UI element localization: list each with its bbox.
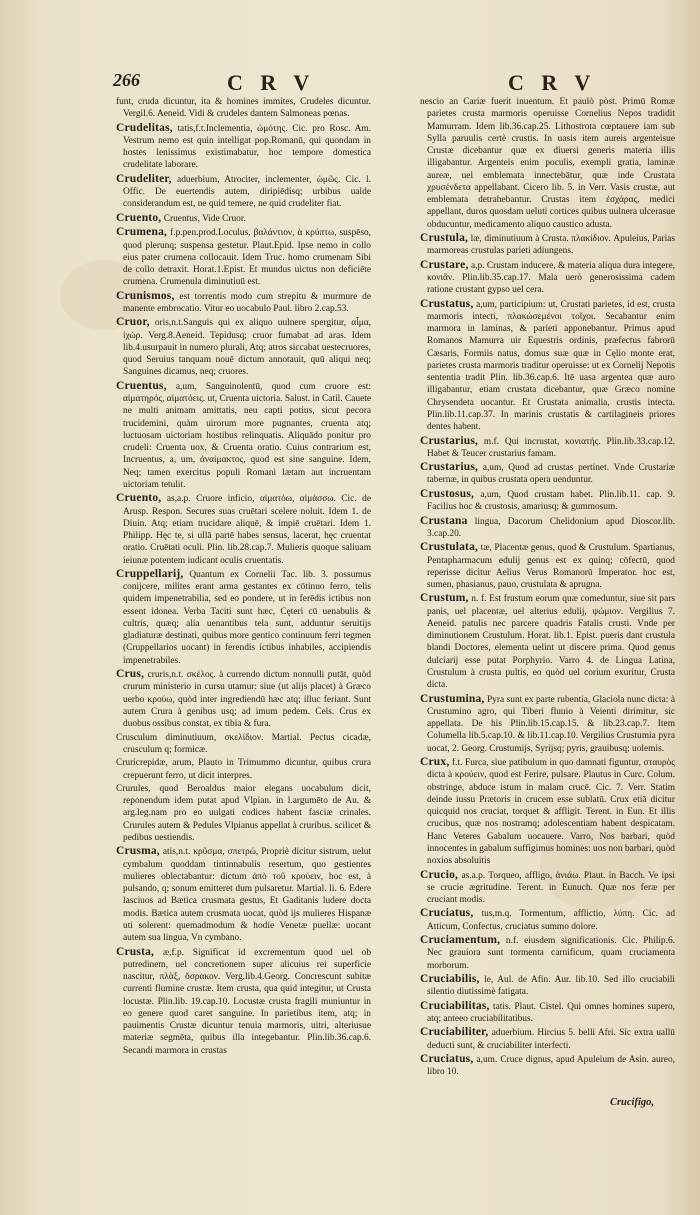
entry-text: a,um. Cruce dignus, apud Apuleium de Asin. aureo, libro 10.	[427, 1055, 675, 1078]
entry-text: Cruentus, Vide Cruor.	[163, 213, 246, 224]
entry-text: oris,n.t.Sanguis qui ex aliquo uulnere spergitur, αἷμα, ἰχώρ. Verg.8.Aeneid. Tepidusq; cruor fumabat ad aras. Idem lib.4.usurpauit in numero plurali, Atq; atros siccabat uestecruores, quod Seruius tanquam nouē dictum annotauit, quū aliqui neq; Sanguines dicamus, neq; cruores.	[123, 318, 371, 378]
entry-headword: Crustare,	[420, 258, 469, 271]
entry-text: Quantum ex Cornelii Tac. lib. 3. possumus conijcere, milites erant arma gestantes ex cōtinuo ferro, telis quidem impenetrabilia, sed eo pondere, ut in ferēdis ictibus non essent idonea. Verba Taciti sunt hæc, Cęteri cū uenabulis & cultris, quæq; alia uenantibus tela sunt, adduntur seruitijs gladiaturæ destinati, quibus more gentico continuum ferri tegmen (Cruppellarios uocant) in ferendis ictibus inhabiles, accipiendis impenetrabiles.	[123, 569, 371, 666]
entry-headword: Crudelitas,	[116, 121, 173, 134]
entry-text: m.f. Qui incrustat, κονιατής. Plin.lib.33.cap.12. Habet & Teucer crustarius famam.	[427, 436, 675, 459]
dictionary-entry	[116, 122, 371, 172]
left-column	[116, 96, 371, 1181]
entry-headword: Cruor,	[116, 316, 150, 329]
entry-text: funt, cruda dicuntur, ita & homines immites, Crudeles dicuntur. Vergil.6. Aeneid. Vidi & crudeles dantem Salmoneas pœnas.	[116, 97, 371, 120]
entry-headword: Crus,	[116, 668, 145, 681]
entry-headword: Crudeliter,	[116, 172, 172, 185]
entry-headword: Crustatus,	[420, 297, 474, 310]
entry-text: f.p.pen.prod.Loculus, βαλάντιον, ὰ κρύπτω, suspēso, quod plerunq; suspensa gestetur. Plaut.Epid. Ipse nemo in collo eius pater crumena collocauit. Idem Truc. homo crumenam Sibi de collo detraxit. Horat.1.Epist. Et mundus uictus non deficiēte crumena. Crumenula diminutiuū est.	[123, 228, 371, 288]
entry-headword: Crusma,	[116, 845, 160, 858]
dictionary-entry	[116, 226, 371, 288]
dictionary-entry	[420, 232, 675, 258]
dictionary-entry	[420, 934, 675, 972]
entry-headword: Crustarius,	[420, 434, 479, 447]
entry-text: Crurícrepidæ, arum, Plauto in Trimummo dicuntur, quibus crura crepuerunt ferro, ut dicit interpres.	[116, 758, 371, 781]
dictionary-entry	[116, 757, 371, 782]
entry-text: atis,n.t. κρῦσμα, σπετρώ, Propriè dicitur sistrum, uelut cymbalum quoddam tintinnabulis resertum, quo gestientes mulieres oblectabantur: dictum ἀπὸ τοῦ κρούειν, hoc est, à pulsando, q; sonum emitteret dum pulsaretur. Martial. li. 6. Edere lasciuos ad Bætica crusmata gestus, Et Gaditanis ludere docta modis. Bætica autem crusmata uocat, quòd ijs mulieres Hispanæ uti solerent: quemadmodum & hodie Venetæ puellæ: uocant autem sua lingua, Vn cymbano.	[123, 847, 371, 944]
dictionary-entry	[420, 515, 675, 541]
dictionary-entry	[420, 488, 675, 514]
entry-text: a,um, Sanguinolentū, quod cum cruore est: αἱματηρός, αἱματόεις. ut, Cruenta uictoria. Salust. in Catil. Cauete ne multi animam amittatis, neu capti potius, sicut pecora trucidemini, quàm uirorum more pugnantes, cruenta atq; luctuosam uictoriam hostibus relinquatis. Aliquādo ponitur pro crudeli: Cruenta uox, & Cruenta oratio. Cuius contrarium est, Incruentus, a, um, ἀναίμακτος, quod est sine sanguine. Idem, Neq; tamen exercitus populi Romani lætam aut incruentam uictoriam tetulit.	[123, 381, 371, 490]
dictionary-entry	[116, 946, 371, 1057]
entry-headword: Crumena,	[116, 226, 168, 239]
entry-headword: Cruciabilis,	[420, 973, 480, 986]
dictionary-entry	[420, 756, 675, 867]
entry-text: aduerbium, Atrociter, inclementer, ὠμῶς. Cic. l. Offic. De euertendis autem, diripiēdisq; urbibus ualde considerandum est, ne quid temere, ne quid crudeliter fiat.	[123, 174, 371, 210]
entry-text: tus,m.q. Tormentum, afflictio, λύπη. Cic. ad Atticum, Confectus, cruciatus summo dolore.	[427, 909, 675, 932]
entry-headword: Cruciabilitas,	[420, 999, 490, 1012]
entry-headword: Crucio,	[420, 868, 459, 881]
page-number: 266	[113, 70, 140, 90]
dictionary-entry	[420, 907, 675, 933]
dictionary-entry	[116, 290, 371, 316]
entry-text: æ,f.p. Significat id excrementum quod uel ob putredinem, uel concretionem super alicuius rei superficie nascitur, πλὰξ, ὄσρακον. Verg.lib.4.Georg. Concrescunt subitæ currenti flumine crustæ. Item crusta, qua quid integitur, ut Crusta locustæ. Plin.lib. 19.cap.10. Locustæ crusta fragili muniuntur in eo genere quod caret sanguine. In parietibus item, atq; in pauimentis Crustæ dicuntur tenuia marmoris, uitri, alteriusue materiæ segmēta, quibus illa integebantur. Plin.lib.36.cap.6. Secandi marmora in crustas	[123, 947, 371, 1056]
entry-text: Crusculum diminutiuum, σκελίδιον. Martial. Pectus cicadæ, crusculum q; formicæ.	[116, 732, 371, 755]
entry-headword: Crustum,	[420, 592, 469, 605]
right-column	[420, 96, 675, 1181]
dictionary-entry	[420, 541, 675, 591]
entry-text: a,um, Quod ad crustas pertinet. Vnde Crustariæ tabernæ, in quibus crustata opera uenduntur.	[427, 463, 675, 486]
dictionary-entry	[116, 568, 371, 667]
dictionary-entry	[420, 96, 675, 231]
entry-headword: Crusta,	[116, 945, 155, 958]
dictionary-entry	[116, 845, 371, 944]
entry-headword: Crustarius,	[420, 461, 479, 474]
dictionary-entry	[116, 173, 371, 211]
entry-text: a,p. Crustam inducere, & materia aliqua dura integere, κονιᾶν. Plin.lib.35.cap.17. Mala uerò generosissima cadem ratione crustant gypso uel cera.	[427, 260, 675, 296]
catchword: Crucifigo,	[609, 1097, 654, 1108]
dictionary-entry	[420, 435, 675, 461]
entry-text: tatis. Plaut. Cistel. Qui omnes homines supero, atq; anteeo cruciabilitatibus.	[427, 1001, 675, 1024]
entry-text: f.t. Furca, siue patibulum in quo damnati figuntur, σταυρὸς dicta à κρούειν, quod est Ferire, pulsare. Plautus in Curc. Colum. obstringe, abduce istum in malam crucē. Cic. 7. Verr. Statim deinde iussu Prætoris in crucem esse sublatū. Crux etiā dicitur quicquid nos cruciat, torquet & affligit. Terent. in Eun. Et illis crucibus, quæ nos nostramq; adolescentiam habent despicatam. Hanc Veteres Gabalum uocauere. Varro, Nos barbari, quòd innocentes in gabalum suffigimus homines: uos non barbari, quòd noxios absoluitis	[427, 758, 675, 867]
dictionary-entry	[420, 259, 675, 297]
entry-text: n.f. eiusdem significationis. Cic. Philip.6. Nec grauiora sunt tormenta carnificum, quam cruciamenta morborum.	[427, 936, 675, 971]
entry-headword: Cruciatus,	[420, 1053, 474, 1066]
entry-headword: Crustulata,	[420, 541, 479, 554]
entry-headword: Crux,	[420, 756, 450, 769]
dictionary-entry	[116, 380, 371, 491]
entry-headword: Cruentus,	[116, 379, 167, 392]
entry-headword: Crunismos,	[116, 289, 175, 302]
dictionary-entry	[420, 592, 675, 691]
entry-headword: Cruciamentum,	[420, 934, 501, 947]
dictionary-entry	[420, 1026, 675, 1052]
running-head-left: C R V	[227, 70, 316, 95]
dictionary-entry	[420, 461, 675, 487]
dictionary-entry	[420, 973, 675, 999]
entry-text: as.a.p. Torqueo, affligo, ἀνιάω. Plaut. in Bacch. Ve ipsi se crucie ægritudine. Terent. in Eunuch. Quæ nos feræ per cruciant modis.	[427, 870, 675, 905]
running-head-right: C R V	[508, 70, 597, 95]
dictionary-entry	[116, 492, 371, 567]
entry-text: aduerbium. Hircius 5. belli Afri. Sic extra uallū deducti sunt, & cruciabiliter interfecti.	[427, 1028, 675, 1051]
entry-headword: Cruciabiliter,	[420, 1026, 489, 1039]
dictionary-entry	[420, 1053, 675, 1079]
entry-text: as,a.p. Cruore inficio, αἱματόω, αἱμάσσω. Cic. de Arusp. Respon. Secures suas cruētari scelere noluit. Idem 1. de Diuin. Atq; etiam trucidare aliquē, & impiē cruētari. Idem 1. Philipp. Hęc te, si ullā partē habes sensus, lacerat, hęc cruentat oratio. Cruētati oculi. Plin. lib.28.cap.7. Mulieris quoque saliuam ieiunæ potentem iudicant oculis cruentatis.	[123, 494, 371, 566]
dictionary-entry	[420, 1000, 675, 1026]
entry-headword: Crustumina,	[420, 692, 485, 705]
dictionary-entry	[116, 668, 371, 730]
entry-text: Crurules, quod Beroaldus maior elegans uocabulum dicit, reponendum idem putat apud Vlpian. in l.argumēto de Au. & arg.leg.nam pro eo uulgati codices habent fasciæ crinales. Crurules autem & Pedules Vlpianus appellat à cruribus. scilicet & pedibus uestiendis.	[116, 783, 371, 843]
entry-text: tæ, Placentæ genus, quod & Crustulum. Spartianus, Pentapharmacum edulij genus est ex quinq; cōfectū, quod reperisse dicitur Aelius Verus Romanorū Imperator. hoc est, sumen, phasianus, pauo, crustulata & aprugna.	[427, 543, 675, 590]
dictionary-entry	[116, 96, 371, 121]
dictionary-entry	[420, 298, 675, 434]
entry-text: est torrentis modo cum strepitu & murmure de manente embrocatio. Vitur eo uocabulo Paul. libro 2.cap.53.	[123, 291, 371, 314]
page-header	[0, 70, 700, 94]
entry-text: le, Aul. de Afin. Aur. lib.10. Sed illo cruciabili silentio diutissimè fatigata.	[427, 975, 675, 998]
entry-text: a,um, participium: ut, Crustati parietes, id est, crusta marmoris intecti, πλακώσεμένοι τοῖχοι. Secabantur enim marmora in laminas, & parieti apponebantur. Primus apud Romanos Mamurra uir Equestris ordinis, præfectus fabrorū Cæsaris, Formiis natus, domus suæ quæ in Cęlio monte erat, parietes crusta marmoris traditur operuisse: ut ex Cornelij Nepotis sententia tradit Plin. lib.36.cap.6. Itē uasa argentea quæ auro illigabantur, etiam crustata dicebantur, quæ Græco nomine Chrysendeta uocantur. Et Crustata animalia, crustis intecta. Plin.lib.11.cap.37. In marinis crustatis & cartilagineis priores dentes habent.	[427, 299, 675, 433]
entry-text: nescio an Cariæ fuerit inuentum. Et paulò pòst. Primū Romæ parietes crusta marmoris operuisse Cornelius Nepos tradidit Mamurram. Idem lib.36.cap.25. Lithostrota cœptauere iam sub Sylla paruulis certè crustis. In uasis item aureis argenteisue Crustæ dicebantur quæ ex diuersi generis materia illis illigabantur. Argenteis enim poculis, exempli gratia, laminæ aureæ, uel emblemata innectebātur, quæ inde Crustata χρυσένδετα appellabant. Cicero lib. 5. in Verr. Vasis crustæ, aut emblemata detrahebantur. Crustas item ἐσχάρας, medici appellant, duros quosdam ueluti cortices quibus uulnera ulcerasue obducuntur, medicamento aliquo caustico adusta.	[420, 97, 675, 230]
entry-headword: Cruppellarij,	[116, 567, 184, 580]
entry-text: lingua, Dacorum Chelidonium apud Dioscor.lib. 3.cap.20.	[427, 516, 675, 539]
entry-text: læ, diminutiuum à Crusta. πλακίδιον. Apuleius, Parias marmoreas crustulas parieti adiungens.	[427, 233, 675, 257]
dictionary-entry	[116, 732, 371, 757]
dictionary-entry	[116, 212, 371, 225]
entry-text: a,um, Quod crustam habet. Plin.lib.11. cap. 9. Facilius hoc & crustosis, amariusq; & gummosum.	[427, 489, 675, 513]
entry-headword: Crustosus,	[420, 487, 475, 500]
entry-text: Pyra sunt ex parte rubentia, Glaciola nunc dicta: à Crustumino agro, qui Tiberi fluuio à Veienti dirimitur, sic appellata. De his Plin.lib.15.cap.15. & lib.23.cap.7. Item Columella lib.5.cap.10. & lib.11.cap.10. Vergilius Crustumia pyra uocat, 2. Georg. Crustumijs, Syrijsq; pyris, grauibusq; uolemis.	[427, 694, 675, 754]
dictionary-entry	[116, 316, 371, 378]
entry-headword: Crustana	[420, 514, 468, 527]
entry-headword: Crustula,	[420, 231, 469, 244]
dictionary-entry	[420, 693, 675, 755]
entry-text: tatis,f.t.Inclementia, ὠμότης. Cic. pro Rosc. Am. Vestrum nemo est quin intelligat pop.Romanū, qui quondam in hostes lenissimus existimabatur, hoc tempore domestica crudelitate laborare.	[123, 123, 371, 171]
entry-text: cruris,n.t. σκέλος. à currendo dictum nonnulli putāt, quòd crurum ministerio in cursu utamur: siue (ut alijs placet) à Græco uerbo κρούω, quòd inter ingrediendū hæc atq; illuc feriant. Sunt autem Crura à genibus usq; ad imum pedem. Cels. Crus ex duobus ossibus constat, ex tibia & fura.	[123, 670, 371, 730]
entry-text: n. f. Est frustum eorum quæ comeduntur, siue sit pars panis, uel placentæ, uel alterius edulij, ψώμιον. Vergilius 7. Aeneid. patulis nec parcere quadris Fatalis crusti. Vnde per diminutionem Crustulum. Horat. lib.1. Epist. pueris dant crustula blandi Doctores, elementa uelint ut discere prima. Quod genus dulciarij esse putat Porphyrio. Varro 4. de Lingua Latina, Crustulum à crusta pultis, eo quòd uel corium exuritur, Crusta dicta.	[427, 594, 675, 691]
entry-headword: Cruento,	[116, 492, 162, 505]
dictionary-entry	[420, 869, 675, 907]
entry-headword: Cruento,	[116, 211, 162, 224]
entry-headword: Cruciatus,	[420, 907, 474, 920]
dictionary-entry	[116, 783, 371, 844]
